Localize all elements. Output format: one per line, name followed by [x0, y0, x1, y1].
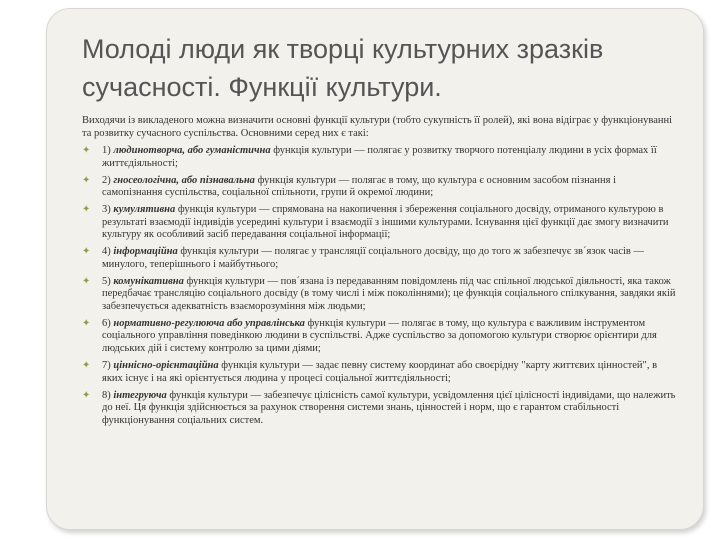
- function-name: кумулятивна: [113, 204, 176, 216]
- function-description: функція культури — пов´язана із передаванням повідомлень під час спільної людської діяльності, яка також передбачає трансляцію соціального досвіду (в тому числі і між поколіннями); це функція соціального спілкування, завдяки якій забезпечується адекватність взаєморозуміння між людьми;: [102, 275, 676, 312]
- list-item: [82, 246, 678, 271]
- function-name: людинотворча, або гуманістична: [113, 145, 271, 156]
- list-item: [82, 175, 678, 200]
- list-item: [82, 276, 678, 314]
- diamond-bullet-icon: ✦: [82, 275, 91, 287]
- function-name: інтегруюча: [113, 389, 167, 401]
- function-description: функція культури — спрямована на накопичення і збереження соціального досвіду, отриманого культурою в результаті взаємодії індивідів усередині культури і взаємодії з іншими культурами. Існування цієї функції дає змогу визначити культуру як особливий засіб передавання соціальної інформації;: [102, 204, 669, 241]
- item-number: 5): [102, 275, 111, 287]
- list-item: [82, 360, 678, 385]
- item-number: 7): [102, 360, 111, 372]
- function-description: функція культури — полягає в тому, що культура є важливим інструментом соціального управління поведінкою людини в суспільстві. Адже суспільство за допомогою культури створює орієнтири для людських дій і систему контролю за цими діями;: [102, 317, 657, 354]
- function-description: функція культури — полягає у розвитку творчого потенціалу людини в усіх формах її життєдіяльності;: [102, 145, 657, 169]
- function-description: функція культури — полягає у трансляції соціального досвіду, що до того ж забезпечує зв´язок часів — минулого, теперішнього і майбутнього;: [102, 246, 644, 270]
- item-number: 2): [102, 174, 111, 186]
- function-name: гносеологічна, або пізнавальна: [113, 174, 255, 186]
- item-number: 6): [102, 317, 111, 329]
- item-number: 8): [102, 389, 111, 401]
- function-name: нормативно-регулююча або управлінська: [113, 317, 305, 329]
- function-description: функція культури — задає певну систему координат або своєрідну "карту життєвих цінностей", в яких існує і на які орієнтується людина у процесі соціальної життєдіяльності;: [102, 360, 658, 384]
- list-item: [82, 390, 678, 428]
- diamond-bullet-icon: ✦: [82, 204, 91, 216]
- slide-title: Молоді люди як творці культурних зразків сучасності. Функції культури.: [82, 34, 604, 102]
- diamond-bullet-icon: ✦: [82, 389, 91, 401]
- item-number: 1): [102, 145, 111, 156]
- function-description: функція культури — забезпечує цілісність самої культури, усвідомлення цієї цілісності індивідами, що належить до неї. Ця функція здійснюється за рахунок створення системи знань, цінностей і норм, що є гарантом стабільності функціонування соціальних систем.: [102, 389, 676, 426]
- intro-paragraph: Виходячи із викладеного можна визначити основні функції культури (тобто сукупність її ролей), які вона відіграє у функціонуванні та розвитку сучасного суспільства. Основними серед них є такі:: [82, 115, 673, 139]
- list-item: [82, 204, 678, 242]
- item-number: 4): [102, 246, 111, 258]
- diamond-bullet-icon: ✦: [82, 360, 91, 372]
- list-item: [82, 318, 678, 356]
- function-description: функція культури — полягає в тому, що культура є основним засобом пізнання і самопізнання суспільства, соціальної спільноти, групи й окремої людини;: [102, 174, 616, 199]
- diamond-bullet-icon: ✦: [82, 174, 91, 186]
- function-name: комунікативна: [113, 275, 184, 287]
- diamond-bullet-icon: ✦: [82, 246, 91, 258]
- function-name: ціннісно-орієнтаційна: [113, 360, 219, 372]
- list-item: [82, 145, 678, 170]
- function-name: інформаційна: [113, 246, 178, 258]
- diamond-bullet-icon: ✦: [82, 145, 91, 156]
- diamond-bullet-icon: ✦: [82, 317, 91, 329]
- item-number: 3): [102, 204, 111, 216]
- functions-list: [82, 145, 678, 432]
